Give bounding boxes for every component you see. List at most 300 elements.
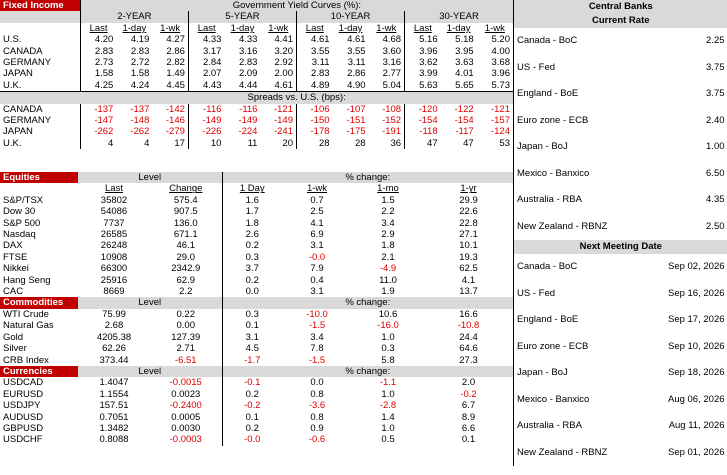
rate-row-value: 2.50 [706,220,725,232]
currency-row-value: -0.2400 [169,400,202,412]
meeting-row-label: Japan - BoJ [517,367,568,378]
equity-row-value: 2.5 [310,206,324,218]
spread-row-value: 11 [247,137,258,149]
commodities-level-title: Level [78,297,222,308]
spread-row-value: -148 [130,115,150,127]
commodity-row-value: 75.99 [102,308,126,320]
commodity-row-value: 4205.38 [96,331,132,343]
yield-row-value: 3.55 [347,45,366,57]
yield-col-header: 1-wk [268,22,289,34]
equities-pct-title: % change: [222,172,513,183]
currency-row-label: USDCAD [3,377,44,389]
equity-row-value: 2.9 [381,229,395,241]
currency-row-value: 2.0 [461,377,476,389]
yield-row-value: 4.27 [166,34,185,46]
equity-row-value: 575.4 [173,194,198,206]
currency-row [0,400,513,411]
currency-row-value: -2.8 [379,400,397,412]
equity-row-value: 136.0 [173,217,198,229]
central-banks-table [513,0,727,466]
currency-row-value: -0.0015 [169,377,202,389]
yield-row-value: 2.73 [80,57,116,68]
equities-col-header: 1-yr [460,183,477,195]
yield-row-value: 4.90 [347,79,366,91]
equity-row-value: 7.9 [310,263,324,275]
yield-col-header: Last [188,23,224,34]
meeting-row-value: Aug 11, 2026 [668,420,725,431]
currency-row-value: 0.8088 [99,434,129,446]
spread-row-value: -121 [273,103,293,115]
meeting-row [514,281,727,308]
yield-row-value: 3.96 [491,68,510,80]
equity-row-value: 2.2 [381,206,395,218]
spread-row-value: -142 [165,103,185,115]
meeting-row-value: Aug 06, 2026 [667,393,725,405]
currency-row [0,434,513,445]
spread-row-value: -154 [405,115,441,126]
equity-row-value: 10908 [100,251,128,263]
equities-column-headers [0,183,513,194]
meeting-row-label: England - BoE [517,314,579,325]
equity-row [0,252,513,263]
currency-row-value: 1.3482 [99,422,129,434]
yield-row-value: 5.65 [455,79,474,91]
yield-row-value: 3.96 [405,46,441,57]
meeting-row-label: New Zealand - RBNZ [517,446,608,458]
markets-table [0,0,513,149]
yield-row-value: 2.83 [297,68,333,79]
spread-row-value: -121 [490,103,510,115]
meeting-row-label: Canada - BoC [517,261,578,272]
rate-row-value: 2.40 [706,114,725,126]
meeting-row [514,307,727,334]
equity-row-value: 4.1 [310,217,324,229]
spread-row-value: -149 [273,115,293,127]
spread-row-value: 4 [144,137,150,149]
rate-row-label: New Zealand - RBNZ [517,220,608,232]
commodity-row-value: 5.8 [381,354,395,366]
yield-row-label: CANADA [3,45,43,57]
yield-row-value: 3.95 [455,45,474,57]
currency-row-value: 0.1 [461,434,476,446]
equity-row-label: S&P/TSX [3,194,44,206]
equity-row-value: 3.1 [310,286,324,298]
yield-row-value: 3.63 [455,57,474,69]
spread-row-value: 53 [499,137,510,149]
yield-row-value: 5.04 [382,79,402,91]
currency-row-value: -1.1 [379,377,397,389]
yield-row-value: 2.07 [188,68,224,79]
spread-row-value: 4 [80,138,116,149]
yield-row [0,46,513,57]
yield-row-value: 5.73 [491,79,510,91]
commodity-row-label: Gold [3,331,24,343]
yield-col-header: 1-day [338,22,363,34]
equity-row-value: 46.1 [176,240,195,252]
spread-row-value: -149 [188,115,224,126]
commodity-row-value: 0.3 [381,343,395,355]
equity-row-value: 3.7 [222,263,282,274]
currency-row-value: 0.0 [310,377,324,389]
rate-row-value: 2.25 [706,35,725,46]
currency-row-value: 0.7051 [99,411,129,423]
commodity-row-value: 0.00 [176,320,195,332]
yield-row-value: 5.20 [491,34,510,46]
commodity-row [0,343,513,354]
yield-row-value: 3.16 [238,45,258,57]
equity-row-label: FTSE [3,251,28,263]
yield-row-label: U.S. [3,34,22,46]
yield-col-header: Last [80,23,116,34]
yield-row [0,57,513,68]
spread-row-label: U.K. [3,137,22,149]
yield-column-headers [0,23,513,34]
equities-col-header: 1-mo [377,183,399,195]
yield-row-value: 4.19 [130,34,150,46]
commodity-row-value: -10.8 [457,320,480,332]
equity-row-value: 11.0 [379,274,397,286]
yield-row-value: 4.44 [238,79,258,91]
rate-row-value: 3.75 [706,61,725,73]
commodity-row-value: -1.7 [222,355,282,366]
yield-row-value: 3.55 [297,46,333,57]
equity-row-value: 19.3 [459,251,478,263]
equity-row-label: CAC [3,286,24,298]
commodity-row-value: 2.68 [104,320,124,332]
currency-row-value: 0.8 [310,388,324,400]
spread-row-value: 47 [405,138,441,149]
rate-row [514,187,727,214]
equity-row [0,195,513,206]
currency-row-label: USDJPY [3,400,41,412]
currency-row-value: 0.0030 [171,422,201,434]
spread-row-value: -116 [188,104,224,115]
yield-row-value: 3.11 [297,57,333,68]
equity-row-value: 1.7 [222,206,282,217]
rate-row-label: US - Fed [517,61,556,73]
currency-row-value: 1.1554 [99,388,129,400]
equities-level-title: Level [78,172,222,183]
current-rate-title: Current Rate [514,14,727,28]
spread-row-value: -226 [188,126,224,137]
currency-row-value: 6.6 [461,422,476,434]
equity-row-value: 0.3 [222,252,282,263]
currency-row-label: AUDUSD [3,411,44,423]
meeting-row-label: Mexico - Banxico [517,393,590,405]
spread-row-value: -117 [455,126,474,138]
commodity-row-value: 4.5 [222,343,282,354]
yield-col-header: 1-day [230,22,255,34]
equity-row [0,206,513,217]
meeting-row [514,387,727,414]
yield-row-value: 4.25 [80,80,116,92]
currency-row-value: -0.1 [222,377,282,388]
rate-row-value: 4.35 [706,194,725,205]
yield-row-label: JAPAN [3,68,33,80]
meeting-row-label: US - Fed [517,287,556,299]
commodity-row-value: 10.6 [378,308,398,320]
yield-row-value: 3.11 [347,57,366,69]
spread-row [0,138,513,149]
equity-row-value: 1.8 [381,240,395,252]
yield-row-value: 1.49 [166,68,185,80]
equity-row-value: 1.6 [222,195,282,206]
currency-row-label: GBPUSD [3,422,44,434]
yield-row-value: 2.86 [347,68,366,80]
currency-row-value: -0.2 [222,400,282,411]
currency-row-value: 0.2 [222,423,282,434]
commodity-row-value: 0.22 [176,308,195,320]
rate-row-label: Japan - BoJ [517,141,568,152]
yield-row-value: 2.83 [80,46,116,57]
currency-row [0,412,513,423]
equity-row-value: 29.9 [459,194,478,206]
commodities-pct-title: % change: [222,297,513,308]
equity-row-value: 35802 [100,194,128,206]
commodity-row-value: 2.71 [176,343,195,355]
yield-row-value: 3.20 [274,45,293,57]
rate-row [514,134,727,161]
currencies-pct-title: % change: [222,366,513,377]
spread-row-value: -279 [165,126,185,138]
equity-row-value: 13.7 [459,286,478,298]
equity-row-label: DAX [3,240,23,252]
spread-row [0,126,513,137]
currency-row-value: 157.51 [99,400,129,412]
commodities-header: Commodities [0,297,78,308]
meeting-row-label: Euro zone - ECB [517,340,589,352]
spread-row-value: -150 [297,115,333,126]
meeting-row [514,334,727,361]
equities-col-header: 1 Day [222,183,282,194]
currency-row [0,389,513,400]
yield-row-value: 2.92 [274,57,293,69]
yield-row-label: GERMANY [3,57,52,69]
currency-row-value: -0.6 [308,434,326,446]
spread-row [0,115,513,126]
equity-row-value: 62.9 [176,274,195,286]
yield-row-value: 4.01 [455,68,474,80]
meeting-row-value: Sep 18, 2026 [667,367,725,378]
rate-row [514,108,727,135]
equity-row-value: 26585 [100,229,128,241]
group-2y: 2-YEAR [80,11,188,22]
yield-row [0,34,513,45]
spread-row-value: 28 [354,137,366,149]
meeting-row [514,254,727,281]
equity-row-value: 8669 [103,286,125,298]
commodity-row [0,320,513,331]
commodity-row-value: 3.1 [222,332,282,343]
currency-row-value: 0.1 [222,412,282,423]
currency-row-label: EURUSD [3,388,44,400]
yield-row-value: 2.82 [166,57,185,69]
equity-row-value: 10.1 [459,240,478,252]
rate-row-label: Mexico - Banxico [517,167,590,179]
currency-row-value: 8.9 [461,411,476,423]
yield-row-value: 3.17 [188,46,224,57]
spread-row-value: -122 [454,103,474,115]
commodity-row-value: -1.5 [308,354,326,366]
rate-row-value: 3.75 [706,88,725,99]
equity-row-value: 3.4 [381,217,395,229]
rate-row-label: Australia - RBA [517,194,582,205]
yield-curves-title: Government Yield Curves (%): [80,0,513,11]
yield-row-value: 1.58 [80,68,116,79]
meeting-row [514,440,727,467]
currency-row-value: 6.7 [461,400,476,412]
spread-row-value: -118 [405,126,441,137]
yield-row-value: 4.20 [80,34,116,45]
equity-row-value: 22.8 [459,217,478,229]
spread-row-value: -151 [346,115,366,127]
equities-col-header: Change [169,183,203,195]
spread-row-value: -146 [165,115,185,127]
spread-row-label: CANADA [3,103,43,115]
currency-row-value: 1.0 [381,422,395,434]
yield-row-value: 4.89 [297,80,333,92]
commodity-row [0,332,513,343]
yield-row-value: 5.16 [405,34,441,45]
yield-col-header: Last [297,23,333,34]
yield-row-value: 2.84 [188,57,224,68]
yield-row-value: 4.33 [238,34,258,46]
commodity-row-value: 7.8 [310,343,324,355]
equity-row-value: 3.1 [310,240,324,252]
spread-row-value: -124 [490,126,510,138]
spread-row-value: -137 [80,104,116,115]
spread-row-value: -106 [297,104,333,115]
currency-row [0,423,513,434]
currency-row-value: 0.0023 [171,388,201,400]
spread-row-value: -152 [382,115,402,127]
commodity-row-value: 27.3 [459,354,478,366]
meeting-row-value: Sep 10, 2026 [667,340,725,352]
yield-row-label: U.K. [3,79,22,91]
equity-row-value: 0.2 [222,275,282,286]
rate-row [514,81,727,108]
yield-row-value: 4.00 [491,45,510,57]
equity-row-label: Hang Seng [3,274,51,286]
equity-row-label: Nasdaq [3,229,36,241]
commodity-row-label: CRB Index [3,354,49,366]
yield-row-value: 2.09 [238,68,258,80]
rate-row [514,161,727,188]
equity-row [0,218,513,229]
yield-row-value: 4.33 [188,34,224,45]
equity-row [0,229,513,240]
currency-row-value: -3.6 [308,400,326,412]
yield-row-value: 4.61 [274,79,293,91]
yield-row-value: 3.60 [382,45,402,57]
spread-row-value: -120 [405,104,441,115]
spread-row-value: -262 [130,126,150,138]
spread-row-value: -108 [382,103,402,115]
yield-col-header: Last [405,23,441,34]
rate-row-label: England - BoE [517,88,579,99]
yield-row-value: 5.63 [405,80,441,92]
equity-row-value: 0.7 [310,194,324,206]
yield-col-header: 1-day [122,22,147,34]
yield-row-value: 4.61 [347,34,366,46]
commodity-row-label: WTI Crude [3,308,49,320]
equity-row [0,286,513,297]
currency-row-value: 0.2 [222,389,282,400]
commodity-row-value: 3.4 [310,331,324,343]
spread-row-value: 28 [297,138,333,149]
yield-row-value: 2.83 [238,57,258,69]
spreads-title: Spreads vs. U.S. (bps): [80,92,513,104]
equities-table [0,172,513,446]
equity-row-label: Nikkei [3,263,29,275]
spread-row-value: -137 [130,103,150,115]
central-banks-title: Central Banks [514,0,727,14]
yield-row-value: 2.00 [274,68,293,80]
equity-row-value: 29.0 [176,251,195,263]
equity-row-value: 26248 [100,240,128,252]
equity-row-value: 0.2 [222,240,282,251]
equity-row-value: 54086 [100,206,128,218]
commodity-row-value: 24.4 [459,331,478,343]
rate-row [514,214,727,241]
meeting-row-value: Sep 01, 2026 [667,446,725,458]
fixed-income-header: Fixed Income [0,0,80,11]
commodity-row-value: -6.51 [174,354,197,366]
spread-row-value: -262 [80,126,116,137]
commodity-row-value: -10.0 [306,308,328,320]
equity-row-value: 6.9 [310,229,324,241]
yield-col-header: 1-wk [160,22,181,34]
commodity-row-value: -1.5 [308,320,326,332]
spread-row-value: -147 [80,115,116,126]
meeting-row-value: Sep 02, 2026 [667,261,725,272]
currencies-level-title: Level [78,366,222,377]
equity-row-value: -0.0 [308,251,326,263]
commodity-row-value: -16.0 [377,320,399,332]
commodity-row-value: 127.39 [171,331,201,343]
commodity-row-value: 1.0 [381,331,395,343]
equity-row [0,240,513,251]
equity-row-value: 1.8 [222,218,282,229]
next-meeting-title: Next Meeting Date [514,240,727,254]
spread-row-value: -116 [239,103,258,115]
commodity-row-value: 62.26 [102,343,126,355]
yield-row-value: 5.18 [455,34,474,46]
equity-row-value: 2342.9 [171,263,201,275]
yield-row-value: 4.24 [130,79,150,91]
currency-row-value: 1.0 [381,388,395,400]
yield-row-value: 4.43 [188,80,224,92]
group-10y: 10-YEAR [297,11,405,22]
meeting-row [514,360,727,387]
currency-row-value: 1.4047 [99,377,129,389]
meeting-row-label: Australia - RBA [517,420,582,431]
equity-row-value: 22.6 [459,206,478,218]
yield-row-value: 2.86 [166,45,185,57]
spread-row-value: 36 [390,137,402,149]
spread-row-value: 17 [174,137,185,149]
equity-row-value: 66300 [100,263,128,275]
yield-row-value: 2.77 [382,68,402,80]
yield-col-header: 1-day [446,22,471,34]
equity-row-value: 27.1 [459,229,478,241]
commodity-row-value: 0.1 [222,320,282,331]
equity-row-value: 1.9 [381,286,395,298]
spread-row-value: 47 [463,137,474,149]
equities-col-header: 1-wk [306,183,328,195]
spread-row-value: -241 [273,126,293,138]
spread-row [0,104,513,115]
